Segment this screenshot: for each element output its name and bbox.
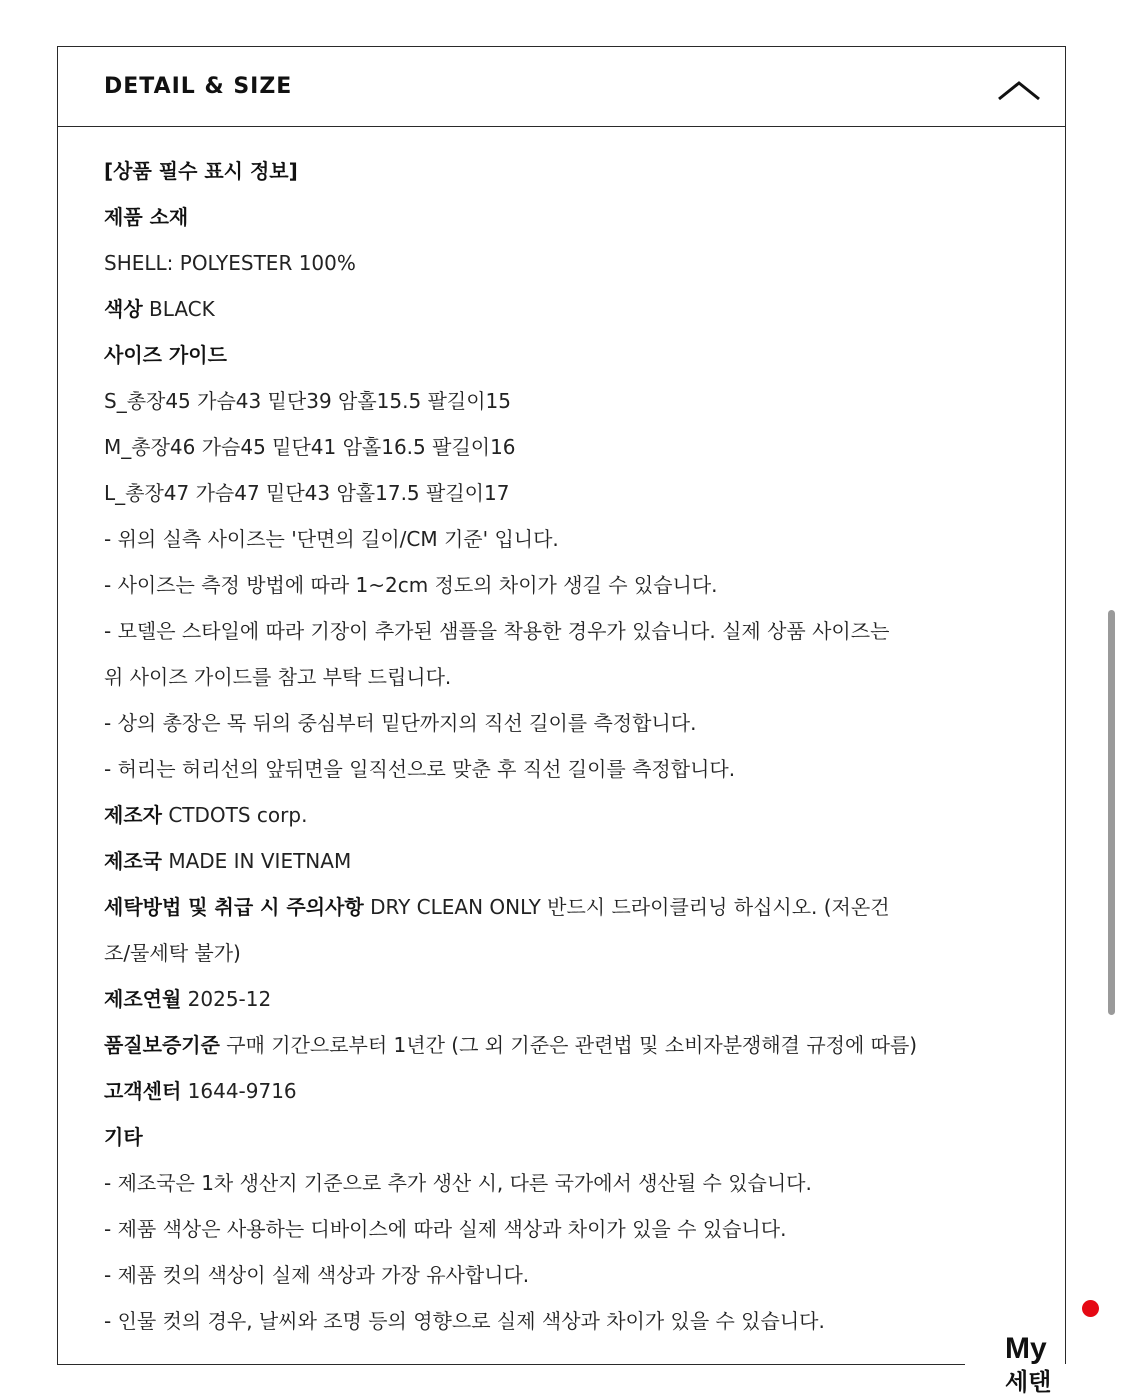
care-row <box>104 884 1034 930</box>
chevron-up-icon[interactable] <box>997 79 1041 103</box>
date-value: 2025-12 <box>187 987 272 1011</box>
color-label: 색상 <box>104 297 143 321</box>
cs-row <box>104 1068 1034 1114</box>
panel-title: DETAIL & SIZE <box>104 74 293 99</box>
size-note: 위 사이즈 가이드를 참고 부탁 드립니다. <box>104 665 452 689</box>
detail-size-panel <box>57 46 1066 1364</box>
material-heading: 제품 소재 <box>104 205 189 229</box>
notification-dot <box>1082 1300 1099 1317</box>
panel-header[interactable] <box>58 47 1065 127</box>
warranty-row <box>104 1022 1034 1068</box>
country-value: MADE IN VIETNAM <box>168 849 352 873</box>
size-note: - 사이즈는 측정 방법에 따라 1~2cm 정도의 차이가 생길 수 있습니다. <box>104 573 718 597</box>
cs-label: 고객센터 <box>104 1079 182 1103</box>
size-row-s: S_총장45 가슴43 밑단39 암홀15.5 팔길이15 <box>104 389 511 413</box>
care-value: DRY CLEAN ONLY 반드시 드라이클리닝 하십시오. (저온건 <box>370 895 890 919</box>
date-row <box>104 976 1034 1022</box>
etc-note: - 인물 컷의 경우, 날씨와 조명 등의 영향으로 실제 색상과 차이가 있을 수 있습니다. <box>104 1309 825 1333</box>
size-note: - 모델은 스타일에 따라 기장이 추가된 샘플을 착용한 경우가 있습니다. 실제 상품 사이즈는 <box>104 619 890 643</box>
size-row-l: L_총장47 가슴47 밑단43 암홀17.5 팔길이17 <box>104 481 510 505</box>
maker-row <box>104 792 1034 838</box>
country-label: 제조국 <box>104 849 162 873</box>
color-row <box>104 286 1034 332</box>
size-note: - 상의 총장은 목 뒤의 중심부터 밑단까지의 직선 길이를 측정합니다. <box>104 711 697 735</box>
section-title: [상품 필수 표시 정보] <box>104 159 298 183</box>
size-note: - 위의 실측 사이즈는 '단면의 길이/CM 기준' 입니다. <box>104 527 559 551</box>
etc-note: - 제품 컷의 색상이 실제 색상과 가장 유사합니다. <box>104 1263 530 1287</box>
product-info-content <box>104 148 1034 1344</box>
etc-note: - 제품 색상은 사용하는 디바이스에 따라 실제 색상과 차이가 있을 수 있습니다. <box>104 1217 787 1241</box>
care-label: 세탁방법 및 취급 시 주의사항 <box>104 895 364 919</box>
warranty-label: 품질보증기준 <box>104 1033 220 1057</box>
maker-label: 제조자 <box>104 803 162 827</box>
scrollbar-thumb[interactable] <box>1108 610 1115 1015</box>
size-row-m: M_총장46 가슴45 밑단41 암홀16.5 팔길이16 <box>104 435 516 459</box>
care-value-continued: 조/물세탁 불가) <box>104 941 241 965</box>
cs-value: 1644-9716 <box>187 1079 297 1103</box>
my-menu-sublabel: 세탠 <box>1005 1368 1052 1396</box>
material-value: SHELL: POLYESTER 100% <box>104 251 356 275</box>
etc-note: - 제조국은 1차 생산지 기준으로 추가 생산 시, 다른 국가에서 생산될 수 있습니다. <box>104 1171 812 1195</box>
maker-value: CTDOTS corp. <box>168 803 308 827</box>
date-label: 제조연월 <box>104 987 182 1011</box>
panel-bottom-border <box>57 1364 965 1365</box>
color-value: BLACK <box>149 297 215 321</box>
warranty-value: 구매 기간으로부터 1년간 (그 외 기준은 관련법 및 소비자분쟁해결 규정에 따름) <box>226 1033 918 1057</box>
etc-heading: 기타 <box>104 1125 143 1149</box>
my-menu-button[interactable]: My <box>1005 1332 1047 1365</box>
size-guide-heading: 사이즈 가이드 <box>104 343 227 367</box>
size-note: - 허리는 허리선의 앞뒤면을 일직선으로 맞춘 후 직선 길이를 측정합니다. <box>104 757 736 781</box>
country-row <box>104 838 1034 884</box>
